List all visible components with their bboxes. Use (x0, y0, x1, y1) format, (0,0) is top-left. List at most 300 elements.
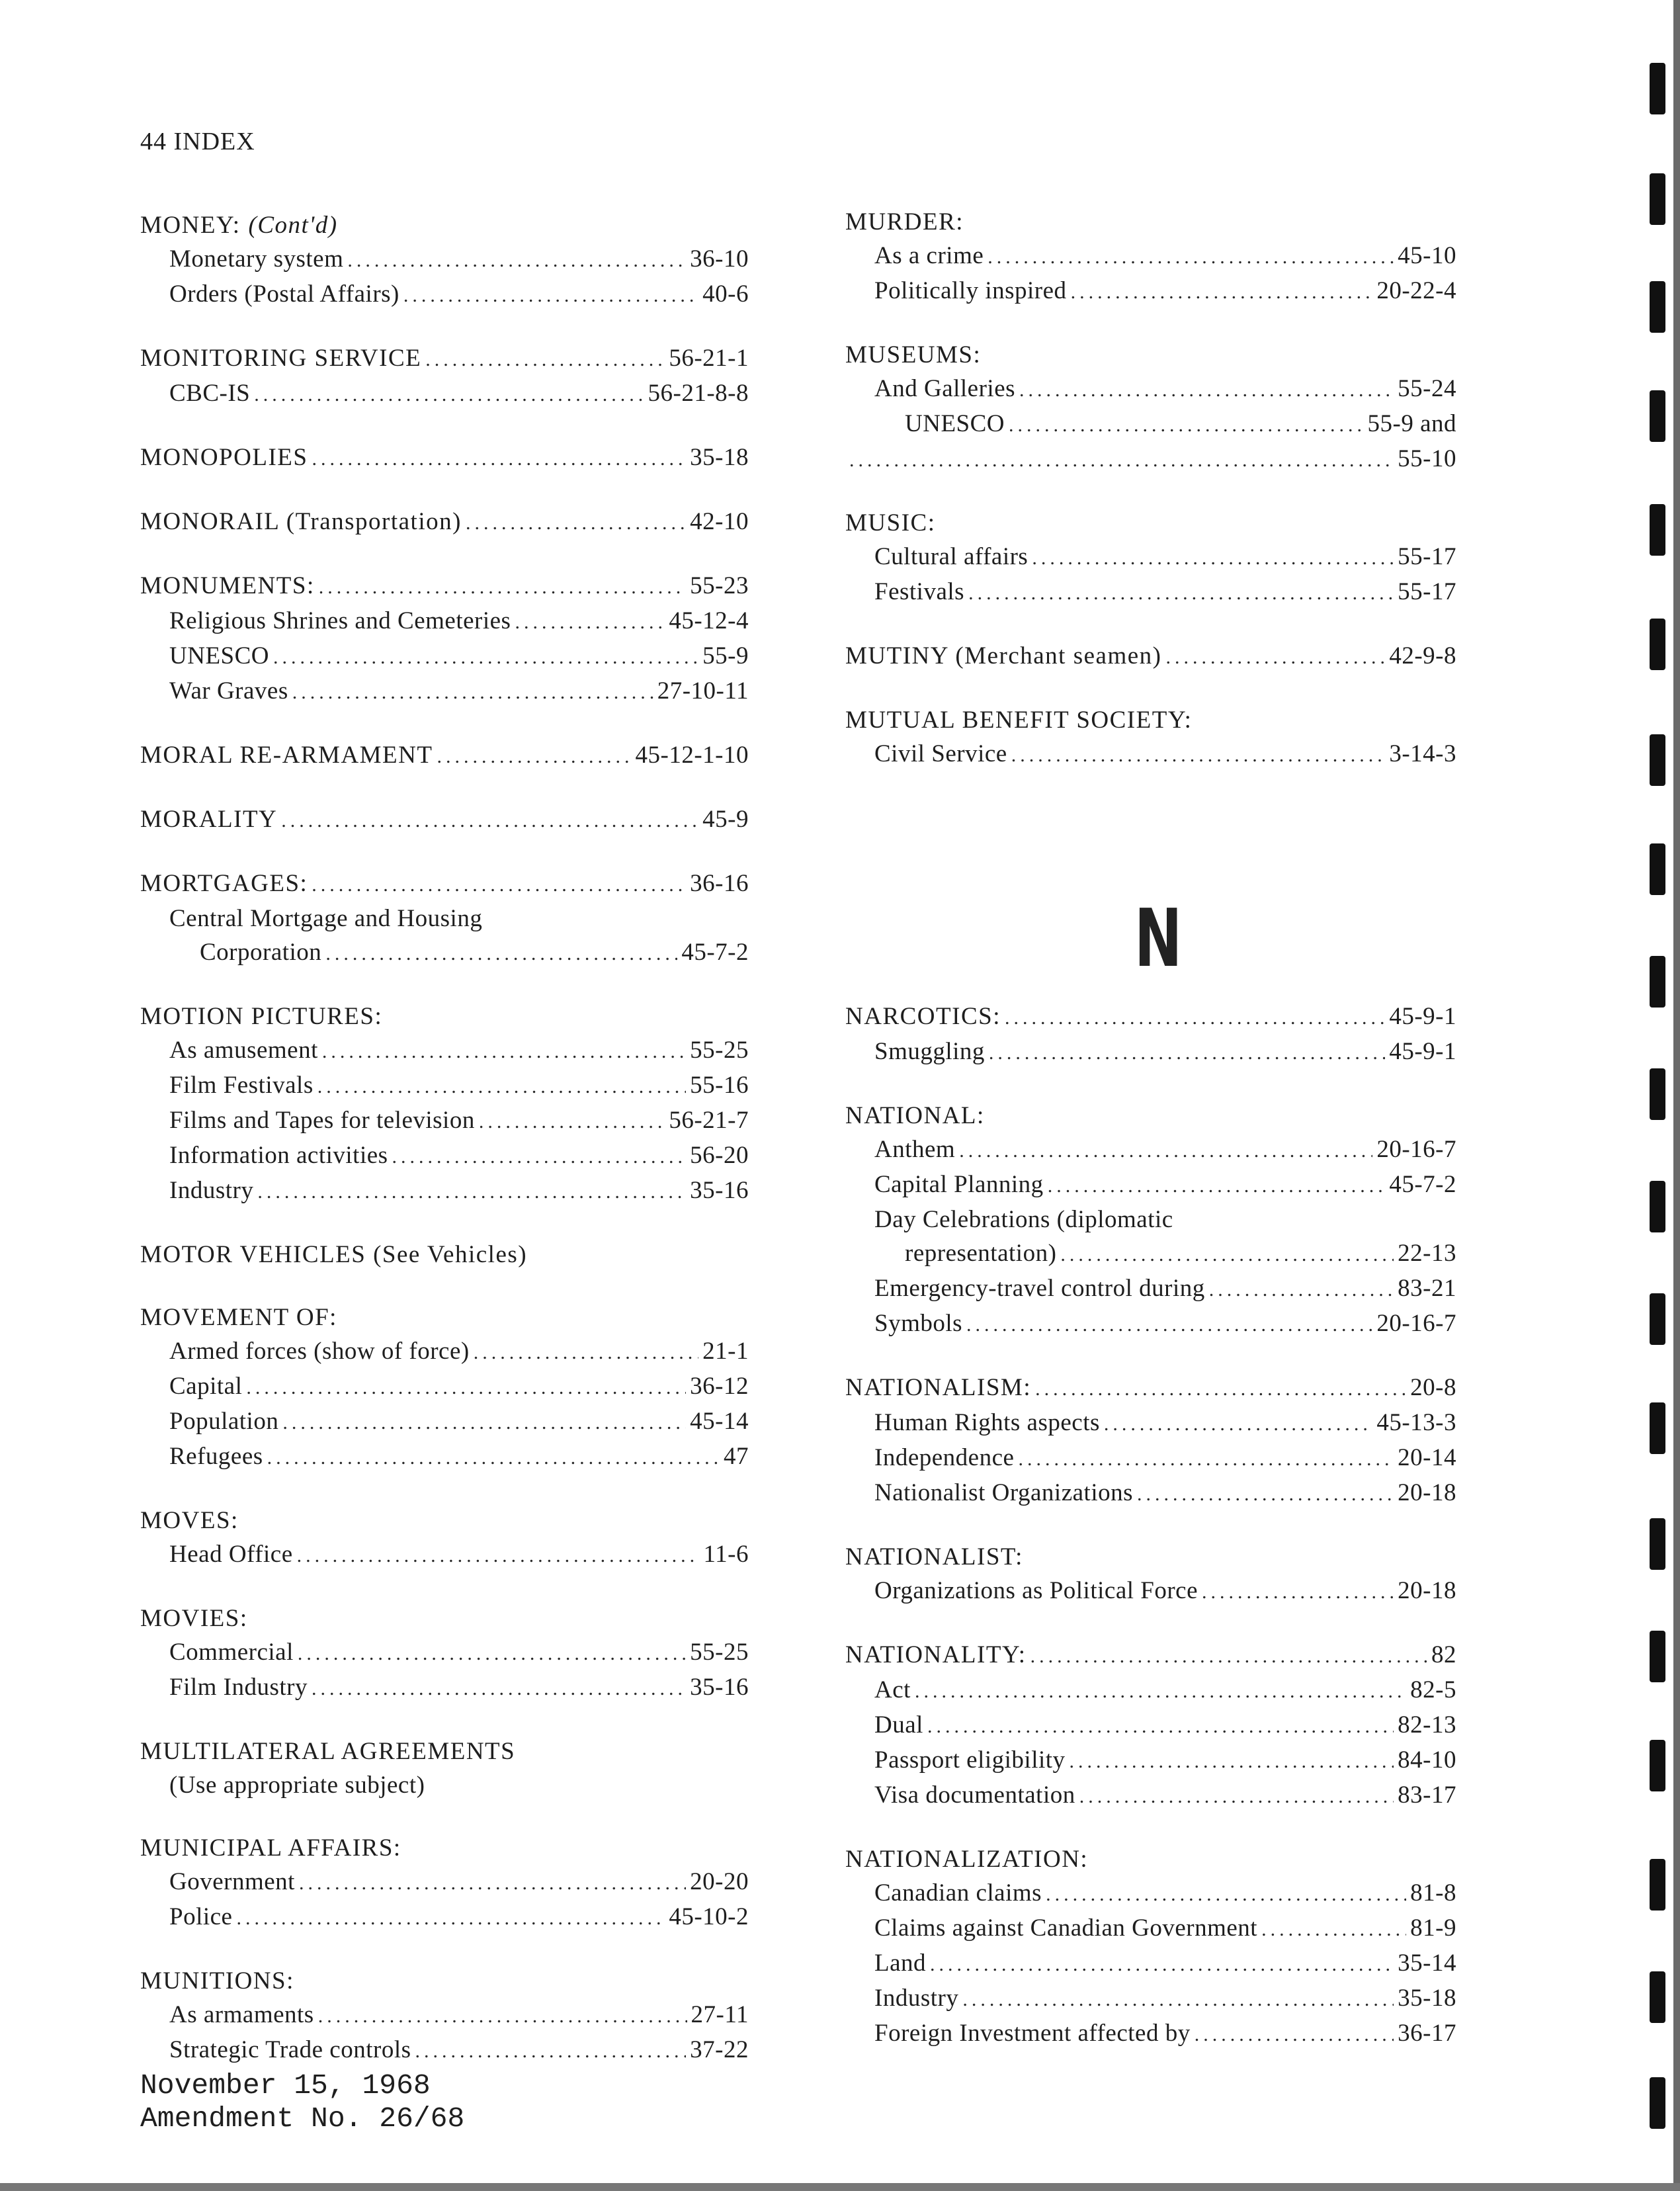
heading-text: MOTOR VEHICLES (See Vehicles) (140, 1241, 528, 1268)
dot-leader (322, 1035, 686, 1068)
dot-leader (257, 1175, 686, 1209)
heading-text: MOTION PICTURES: (140, 1003, 383, 1030)
dot-leader (1195, 2018, 1394, 2051)
index-entry-page: 55-17 (1398, 578, 1456, 605)
dot-leader (246, 1371, 686, 1404)
heading-page: 82 (1431, 1641, 1456, 1668)
dot-leader (236, 1901, 665, 1935)
index-heading (140, 1301, 749, 1334)
index-entry-text: Industry (874, 1985, 959, 2012)
index-entry-text: Emergency-travel control during (874, 1275, 1205, 1302)
index-entry (845, 1476, 1456, 1511)
index-entry-text: Capital Planning (874, 1171, 1044, 1198)
binding-mark (1650, 504, 1665, 556)
index-section (140, 867, 749, 970)
dot-leader (318, 1999, 687, 2033)
dot-leader (466, 506, 686, 540)
index-entry (140, 1369, 749, 1404)
index-entry-text: Smuggling (874, 1038, 985, 1065)
dot-leader (927, 1709, 1394, 1743)
dot-leader (317, 1070, 686, 1103)
index-heading (140, 569, 749, 604)
heading-text: MUTUAL BENEFIT SOCIETY: (845, 707, 1193, 734)
dot-leader (1018, 1442, 1394, 1476)
dot-leader (1104, 1407, 1372, 1441)
index-entry-page: 20-18 (1398, 1577, 1456, 1604)
heading-text: MONITORING SERVICE (140, 345, 422, 372)
dot-leader (319, 570, 686, 604)
dot-leader (254, 378, 644, 411)
index-entry-text: Symbols (874, 1310, 963, 1337)
dot-leader (392, 1140, 687, 1174)
index-entry-text: Dual (874, 1711, 923, 1739)
dot-leader (962, 1983, 1394, 2016)
heading-text: MOVEMENT OF: (140, 1304, 337, 1331)
index-entry-page: 20-16-7 (1376, 1136, 1456, 1163)
index-section (140, 1301, 749, 1475)
right-column-top (845, 205, 1456, 772)
index-section (845, 1371, 1456, 1511)
index-entry-page: 55-9 and (1367, 410, 1456, 437)
index-heading (140, 1000, 749, 1033)
binding-mark (1650, 281, 1665, 333)
index-entry-page: 55-16 (690, 1072, 749, 1099)
index-section (140, 569, 749, 709)
heading-text: NATIONALISM: (845, 1374, 1032, 1401)
index-entry-page: 55-25 (690, 1037, 749, 1064)
index-entry (140, 277, 749, 312)
index-entry (845, 1236, 1456, 1271)
index-entry-text: representation) (905, 1240, 1057, 1267)
index-section (140, 208, 749, 312)
index-entry-page: 3-14-3 (1389, 740, 1456, 767)
index-entry (845, 1307, 1456, 1342)
index-entry (845, 1203, 1456, 1236)
dot-leader (479, 1105, 665, 1138)
index-heading (140, 1735, 749, 1768)
index-entry-text: Corporation (200, 939, 322, 966)
index-entry (845, 407, 1456, 442)
index-entry-text: Government (169, 1868, 295, 1895)
heading-text: MONUMENTS: (140, 572, 315, 599)
index-heading (845, 1371, 1456, 1406)
index-entry-text: (Use appropriate subject) (169, 1772, 425, 1799)
index-entry (845, 1743, 1456, 1778)
index-entry-page: 55-9 (702, 642, 749, 669)
scan-edge-bottom (0, 2183, 1680, 2191)
heading-text: MOVES: (140, 1507, 239, 1534)
heading-text: NATIONALITY: (845, 1641, 1027, 1668)
index-entry (140, 242, 749, 277)
binding-mark (1650, 1740, 1665, 1791)
index-entry (845, 1168, 1456, 1203)
index-entry-page: 82-5 (1410, 1676, 1456, 1703)
dot-leader (1165, 640, 1385, 674)
index-entry (845, 239, 1456, 274)
index-entry-text: Films and Tapes for television (169, 1107, 475, 1134)
index-entry (140, 1404, 749, 1439)
index-entry (140, 1670, 749, 1705)
index-section (845, 1842, 1456, 2051)
index-entry-text: Act (874, 1676, 911, 1703)
dot-leader (312, 1672, 686, 1705)
dot-leader (273, 640, 698, 674)
index-entry-page: 82-13 (1398, 1711, 1456, 1739)
index-entry-page: 11-6 (703, 1541, 749, 1568)
index-entry-text: Human Rights aspects (874, 1409, 1100, 1436)
heading-text: MUNICIPAL AFFAIRS: (140, 1834, 401, 1862)
index-heading (845, 205, 1456, 239)
index-section (845, 1638, 1456, 1813)
index-entry (140, 376, 749, 411)
index-entry-text: Refugees (169, 1443, 263, 1470)
dot-leader (1070, 1744, 1394, 1778)
index-entry (140, 2033, 749, 2068)
index-heading (140, 802, 749, 838)
dot-leader (1035, 1372, 1406, 1406)
index-entry-page: 45-14 (690, 1408, 749, 1435)
index-entry (140, 1865, 749, 1900)
index-section (845, 1099, 1456, 1342)
dot-leader (299, 1866, 686, 1900)
binding-mark (1650, 173, 1665, 225)
index-entry (845, 1271, 1456, 1307)
dot-leader (849, 443, 1394, 477)
index-entry-text: Day Celebrations (diplomatic (874, 1206, 1173, 1233)
index-entry-page: 83-17 (1398, 1782, 1456, 1809)
index-entry (845, 1035, 1456, 1070)
index-entry (140, 1174, 749, 1209)
dot-leader (347, 243, 686, 277)
dot-leader (281, 804, 698, 838)
index-section (140, 341, 749, 411)
dot-leader (1011, 738, 1386, 772)
dot-leader (1060, 1238, 1394, 1271)
index-section (140, 1602, 749, 1705)
index-entry (140, 1033, 749, 1068)
dot-leader (515, 605, 665, 639)
heading-text: NATIONAL: (845, 1102, 985, 1129)
binding-mark (1650, 1068, 1665, 1120)
dot-leader (1202, 1575, 1394, 1609)
index-heading (140, 1238, 749, 1271)
footer-date: November 15, 1968 (140, 2069, 431, 2102)
index-entry-text: War Graves (169, 677, 288, 705)
index-entry-page: 84-10 (1398, 1746, 1456, 1774)
index-entry-text: Organizations as Political Force (874, 1577, 1198, 1604)
dot-leader (282, 1406, 686, 1439)
dot-leader (325, 937, 677, 970)
dot-leader (1079, 1780, 1394, 1813)
index-entry-page: 81-9 (1410, 1914, 1456, 1942)
heading-page: 42-10 (690, 508, 749, 535)
binding-mark (1650, 1293, 1665, 1345)
heading-page: 55-23 (690, 572, 749, 599)
index-heading (845, 703, 1456, 737)
binding-mark (1650, 2077, 1665, 2129)
index-entry-page: 45-10 (1398, 242, 1456, 269)
dot-leader (425, 343, 665, 376)
heading-page: 45-12-1-10 (635, 742, 749, 769)
index-entry (845, 1441, 1456, 1476)
binding-mark (1650, 1631, 1665, 1682)
dot-leader (1209, 1273, 1394, 1307)
index-heading (845, 639, 1456, 674)
index-heading (140, 1964, 749, 1998)
page-header: 44 INDEX (140, 128, 255, 155)
index-heading (140, 1504, 749, 1537)
index-entry (140, 1103, 749, 1138)
heading-page: 20-8 (1410, 1374, 1456, 1401)
heading-page: 45-9-1 (1389, 1003, 1456, 1030)
index-heading (140, 208, 749, 242)
dot-leader (1261, 1912, 1406, 1946)
index-heading (140, 738, 749, 773)
index-entry (845, 575, 1456, 610)
index-entry-page: 20-22-4 (1376, 277, 1456, 304)
index-entry-page: 45-9-1 (1389, 1038, 1456, 1065)
index-entry-text: And Galleries (874, 375, 1016, 402)
heading-text: MUSEUMS: (845, 341, 982, 368)
heading-page: 42-9-8 (1389, 642, 1456, 669)
index-entry-text: Claims against Canadian Government (874, 1914, 1258, 1942)
binding-mark (1650, 1518, 1665, 1570)
binding-mark (1650, 1402, 1665, 1454)
heading-text: MUSIC: (845, 509, 936, 537)
index-section (140, 1504, 749, 1572)
index-entry-page: 40-6 (702, 280, 749, 308)
index-entry-page: 83-21 (1398, 1275, 1456, 1302)
index-entry (140, 1068, 749, 1103)
heading-text: MUNITIONS: (140, 1967, 294, 1995)
index-entry-page: 55-24 (1398, 375, 1456, 402)
dot-leader (959, 1134, 1372, 1168)
heading-text: MORAL RE-ARMAMENT (140, 742, 433, 769)
index-entry-page: 36-10 (690, 245, 749, 273)
heading-text: MONORAIL (Transportation) (140, 508, 462, 535)
index-entry (845, 737, 1456, 772)
dot-leader (474, 1336, 698, 1369)
dot-leader (267, 1441, 720, 1475)
index-entry (845, 442, 1456, 477)
index-entry (845, 1574, 1456, 1609)
heading-text: MULTILATERAL AGREEMENTS (140, 1738, 516, 1765)
scan-edge-right (1673, 0, 1680, 2191)
heading-page: 56-21-1 (669, 345, 749, 372)
dot-leader (1032, 541, 1394, 575)
index-heading (140, 441, 749, 476)
dot-leader (298, 1637, 686, 1670)
dot-leader (312, 868, 686, 902)
dot-leader (1048, 1169, 1386, 1203)
index-entry (845, 1406, 1456, 1441)
index-entry-text: Politically inspired (874, 277, 1067, 304)
binding-mark (1650, 1971, 1665, 2023)
binding-mark (1650, 1859, 1665, 1911)
index-section (845, 1540, 1456, 1609)
index-entry-page: 35-16 (690, 1177, 749, 1204)
index-entry-text: Independence (874, 1444, 1015, 1471)
index-heading (845, 1000, 1456, 1035)
heading-text: MONOPOLIES (140, 444, 308, 471)
dot-leader (989, 1036, 1385, 1070)
index-entry (140, 902, 749, 935)
index-section (845, 1000, 1456, 1070)
dot-leader (1137, 1477, 1394, 1511)
index-section (845, 205, 1456, 309)
index-heading (140, 867, 749, 902)
right-column (845, 205, 1456, 2081)
dot-leader (437, 740, 631, 773)
heading-page: 35-18 (690, 444, 749, 471)
index-entry-page: 47 (724, 1443, 749, 1470)
index-entry (140, 1537, 749, 1572)
index-entry-text: Information activities (169, 1142, 388, 1169)
index-entry (140, 639, 749, 674)
index-heading (845, 1540, 1456, 1574)
index-entry-text: Armed forces (show of force) (169, 1338, 470, 1365)
index-heading (140, 1831, 749, 1865)
index-entry-page: 35-18 (1398, 1985, 1456, 2012)
index-heading (140, 1602, 749, 1635)
index-entry-text: Monetary system (169, 245, 344, 273)
index-entry (140, 1334, 749, 1369)
index-entry (845, 1946, 1456, 1981)
index-section (140, 441, 749, 476)
index-entry-text: Police (169, 1903, 233, 1930)
index-entry-page: 27-11 (691, 2001, 749, 2028)
index-entry (140, 1635, 749, 1670)
index-entry-text: As a crime (874, 242, 984, 269)
index-entry-page: 45-7-2 (681, 939, 749, 966)
dot-leader (930, 1948, 1394, 1981)
index-section (845, 703, 1456, 772)
index-heading (845, 338, 1456, 372)
dot-leader (312, 442, 686, 476)
index-entry-text: Passport eligibility (874, 1746, 1066, 1774)
index-entry-page: 55-25 (690, 1639, 749, 1666)
dot-leader (915, 1674, 1406, 1708)
index-entry-page: 27-10-11 (657, 677, 749, 705)
index-entry (845, 1133, 1456, 1168)
index-entry (140, 1768, 749, 1802)
index-entry (140, 604, 749, 639)
footer (140, 2069, 464, 2135)
index-entry (140, 1439, 749, 1475)
index-entry-page: 20-18 (1398, 1479, 1456, 1506)
dot-leader (968, 576, 1394, 610)
index-entry-text: CBC-IS (169, 380, 251, 407)
index-section (140, 802, 749, 838)
dot-leader (987, 240, 1394, 274)
index-entry-text: Head Office (169, 1541, 293, 1568)
dot-leader (966, 1308, 1372, 1342)
index-section (140, 1831, 749, 1935)
index-entry-page: 45-12-4 (669, 607, 749, 634)
index-entry (140, 935, 749, 970)
heading-text: MORTGAGES: (140, 870, 308, 897)
index-entry-page: 56-20 (690, 1142, 749, 1169)
index-entry-page: 55-17 (1398, 543, 1456, 570)
index-entry-text: Civil Service (874, 740, 1007, 767)
index-entry-text: Orders (Postal Affairs) (169, 280, 399, 308)
index-entry-page: 35-16 (690, 1674, 749, 1701)
index-entry-page: 21-1 (702, 1338, 749, 1365)
heading-page: 36-16 (690, 870, 749, 897)
index-entry-text: Film Festivals (169, 1072, 314, 1099)
index-section (140, 1964, 749, 2068)
heading-text: MURDER: (845, 208, 964, 236)
binding-mark (1650, 63, 1665, 114)
binding-mark (1650, 1181, 1665, 1232)
index-entry-text: Industry (169, 1177, 254, 1204)
dot-leader (297, 1539, 700, 1572)
binding-mark (1650, 734, 1665, 786)
index-entry-page: 55-10 (1398, 445, 1456, 472)
index-heading (140, 505, 749, 540)
heading-text: MOVIES: (140, 1605, 248, 1632)
heading-text: NATIONALIST: (845, 1543, 1023, 1570)
index-entry-text: UNESCO (905, 410, 1005, 437)
index-section (140, 1238, 749, 1271)
index-entry (845, 2016, 1456, 2051)
index-entry (140, 674, 749, 709)
index-heading (845, 1099, 1456, 1133)
index-section (845, 506, 1456, 610)
index-entry-text: Central Mortgage and Housing (169, 905, 483, 932)
index-entry-page: 22-13 (1398, 1240, 1456, 1267)
index-entry-page: 36-17 (1398, 2020, 1456, 2047)
heading-note: (Cont'd) (248, 212, 338, 239)
binding-mark (1650, 956, 1665, 1008)
heading-text: MONEY: (140, 212, 241, 239)
binding-mark (1650, 390, 1665, 442)
left-column (140, 208, 749, 2097)
index-entry (140, 1900, 749, 1935)
index-entry-text: Cultural affairs (874, 543, 1029, 570)
index-entry-page: 36-12 (690, 1373, 749, 1400)
index-entry-text: Land (874, 1950, 927, 1977)
heading-page: 45-9 (702, 806, 749, 833)
dot-leader (1071, 275, 1373, 309)
section-letter: N (1134, 893, 1183, 985)
heading-text: NATIONALIZATION: (845, 1846, 1089, 1873)
index-entry-page: 20-16-7 (1376, 1310, 1456, 1337)
index-entry (845, 1911, 1456, 1946)
heading-text: NARCOTICS: (845, 1003, 1001, 1030)
index-entry-page: 20-20 (690, 1868, 749, 1895)
index-entry (140, 1998, 749, 2033)
index-entry-page: 45-7-2 (1389, 1171, 1456, 1198)
index-entry-text: Festivals (874, 578, 965, 605)
index-entry (845, 1876, 1456, 1911)
index-entry (845, 1981, 1456, 2016)
index-entry-text: Capital (169, 1373, 243, 1400)
index-entry (140, 1138, 749, 1174)
index-section (845, 639, 1456, 674)
index-section (140, 738, 749, 773)
binding-mark (1650, 619, 1665, 670)
index-entry-text: As armaments (169, 2001, 314, 2028)
index-section (140, 505, 749, 540)
index-entry-page: 35-14 (1398, 1950, 1456, 1977)
heading-text: MORALITY (140, 806, 278, 833)
index-section (140, 1000, 749, 1209)
footer-amendment: Amendment No. 26/68 (140, 2102, 465, 2135)
index-entry-text: Anthem (874, 1136, 956, 1163)
dot-leader (1009, 408, 1363, 442)
dot-leader (1046, 1877, 1406, 1911)
